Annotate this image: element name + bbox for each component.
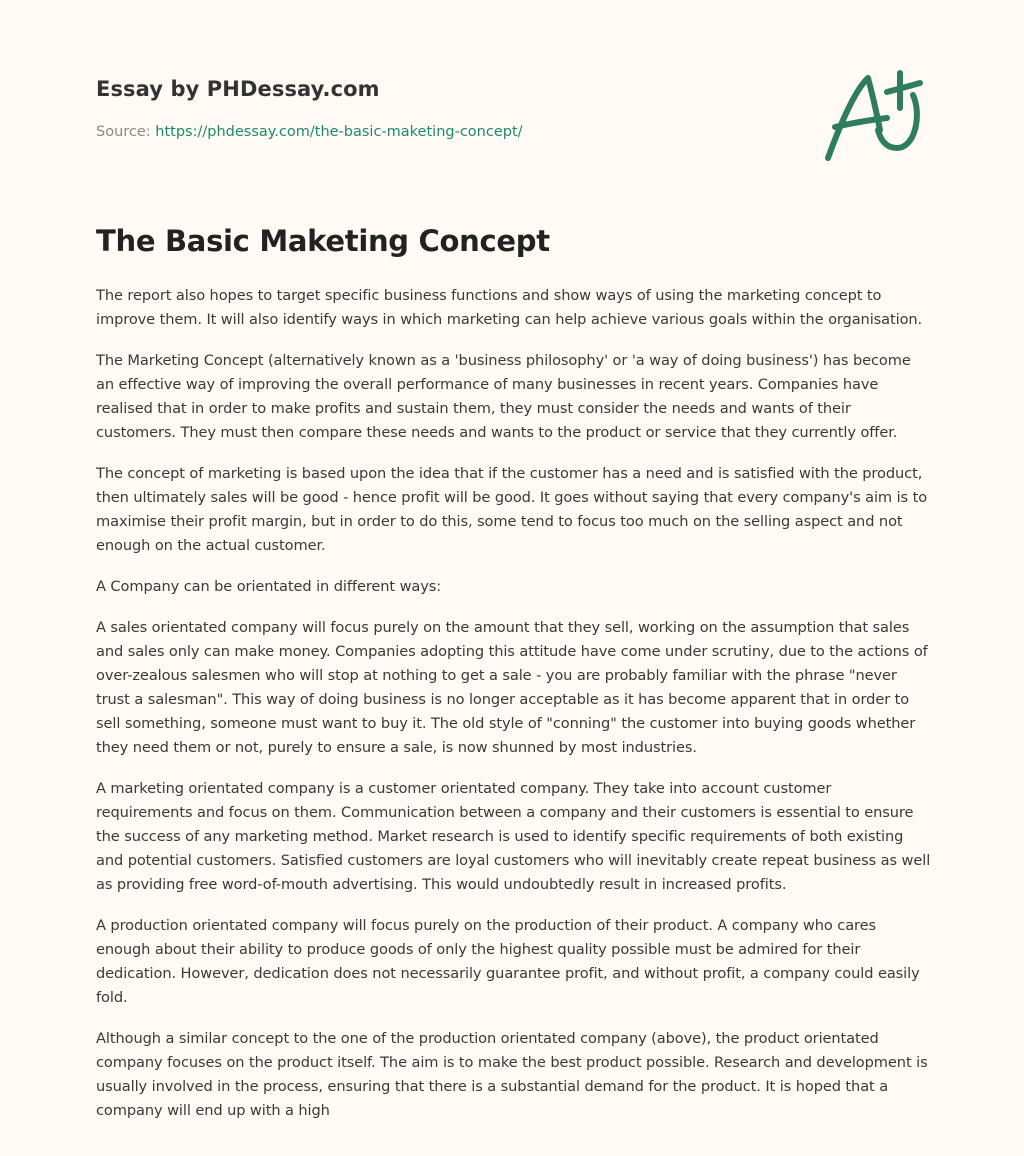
paragraph: A marketing orientated company is a customer orientated company. They take into account customer requirements and focus on them. Communication between a company and their customers is essential to ensure the success of any marketing method. Market research is used to identify specific requirements of both existing and potential customers. Satisfied customers are loyal customers who will inevitably create repeat business as well as providing free word-of-mouth advertising. This would undoubtedly result in increased profits.	[96, 780, 931, 893]
paragraph: The report also hopes to target specific business functions and show ways of using the marketing concept to improve them. It will also identify ways in which marketing can help achieve various goals within the organisation.	[96, 287, 923, 328]
paragraph: A Company can be orientated in different ways:	[96, 578, 442, 595]
paragraph: Although a similar concept to the one of the production orientated company (above), the product orientated company focuses on the product itself. The aim is to make the best product possible. Research and development is usually involved in the process, ensuring that there is a substantial demand for the product. It is hoped that a company will end up with a high	[96, 1030, 928, 1119]
paragraph: A sales orientated company will focus purely on the amount that they sell, working on the assumption that sales and sales only can make money. Companies adopting this attitude have come under scrutiny, due to the actions of over-zealous salesmen who will stop at nothing to get a sale - you are probably familiar with the phrase "never trust a salesman". This way of doing business is no longer acceptable as it has become apparent that in order to sell something, someone must want to buy it. The old style of "conning" the customer into buying goods whether they need them or not, purely to ensure a sale, is now shunned by most industries.	[96, 619, 928, 756]
article-title: The Basic Maketing Concept	[96, 224, 550, 258]
source-link[interactable]: https://phdessay.com/the-basic-maketing-concept/	[155, 124, 523, 140]
paragraph: A production orientated company will focus purely on the production of their product. A company who cares enough about their ability to produce goods of only the highest quality possible must be admired for their dedication. However, dedication does not necessarily guarantee profit, and without profit, a company could easily fold.	[96, 917, 920, 1006]
source-label: Source:	[96, 124, 151, 140]
a-plus-logo-icon	[800, 30, 950, 180]
site-title: Essay by PHDessay.com	[96, 77, 380, 101]
article-body	[96, 284, 932, 1140]
paragraph: The Marketing Concept (alternatively known as a 'business philosophy' or 'a way of doing business') has become an effective way of improving the overall performance of many businesses in recent years. Companies have realised that in order to make profits and sustain them, they must consider the needs and wants of their customers. They must then compare these needs and wants to the product or service that they currently offer.	[96, 352, 911, 441]
paragraph: The concept of marketing is based upon the idea that if the customer has a need and is satisfied with the product, then ultimately sales will be good - hence profit will be good. It goes without saying that every company's aim is to maximise their profit margin, but in order to do this, some tend to focus too much on the selling aspect and not enough on the actual customer.	[96, 465, 928, 554]
source-line	[96, 124, 523, 140]
